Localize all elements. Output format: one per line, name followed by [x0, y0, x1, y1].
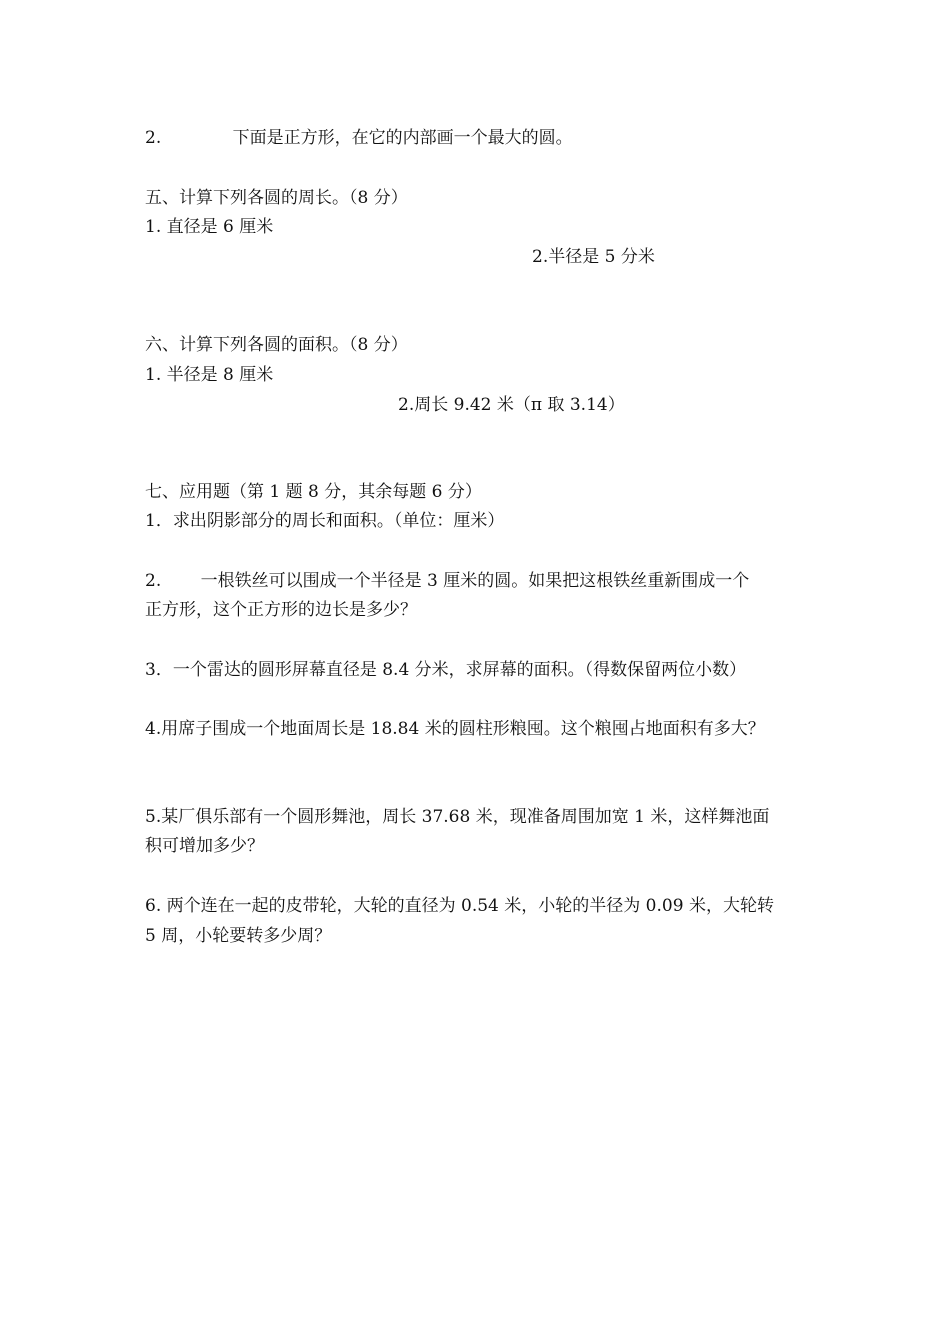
section-7-question-5: 5.某厂俱乐部有一个圆形舞池，周长 37.68 米，现准备周围加宽 1 米，这样舞池面 [145, 807, 770, 827]
question-text: 一根铁丝可以围成一个半径是 3 厘米的圆。如果把这根铁丝重新围成一个 [200, 571, 750, 591]
section-7-question-6: 6. 两个连在一起的皮带轮，大轮的直径为 0.54 米，小轮的半径为 0.09 米，大轮转 [145, 896, 774, 916]
question-4-2 [145, 126, 573, 150]
section-6-item-2: 2.周长 9.42 米（π 取 3.14） [398, 395, 625, 415]
question-text: 下面是正方形，在它的内部画一个最大的圆。 [232, 128, 573, 148]
section-7-question-2-continued: 正方形，这个正方形的边长是多少？ [145, 600, 417, 620]
section-7-question-1: 1．求出阴影部分的周长和面积。（单位：厘米） [145, 511, 505, 531]
section-7-question-3: 3．一个雷达的圆形屏幕直径是 8.4 分米，求屏幕的面积。（得数保留两位小数） [145, 660, 747, 680]
section-5-item-2: 2.半径是 5 分米 [532, 247, 655, 267]
section-7-question-6-continued: 5 周，小轮要转多少周？ [145, 926, 332, 946]
question-number: 2. [145, 571, 162, 591]
section-7-question-4: 4.用席子围成一个地面周长是 18.84 米的圆柱形粮囤。这个粮囤占地面积有多大？ [145, 719, 765, 739]
section-7-heading: 七、应用题（第 1 题 8 分，其余每题 6 分） [145, 482, 482, 502]
section-6-heading: 六、计算下列各圆的面积。（8 分） [145, 335, 408, 355]
question-number: 2. [145, 128, 162, 148]
section-7-question-5-continued: 积可增加多少？ [145, 836, 264, 856]
section-6-item-1: 1. 半径是 8 厘米 [145, 365, 274, 385]
section-7-question-2 [145, 569, 749, 593]
section-5-item-1: 1. 直径是 6 厘米 [145, 217, 274, 237]
section-5-heading: 五、计算下列各圆的周长。（8 分） [145, 188, 408, 208]
